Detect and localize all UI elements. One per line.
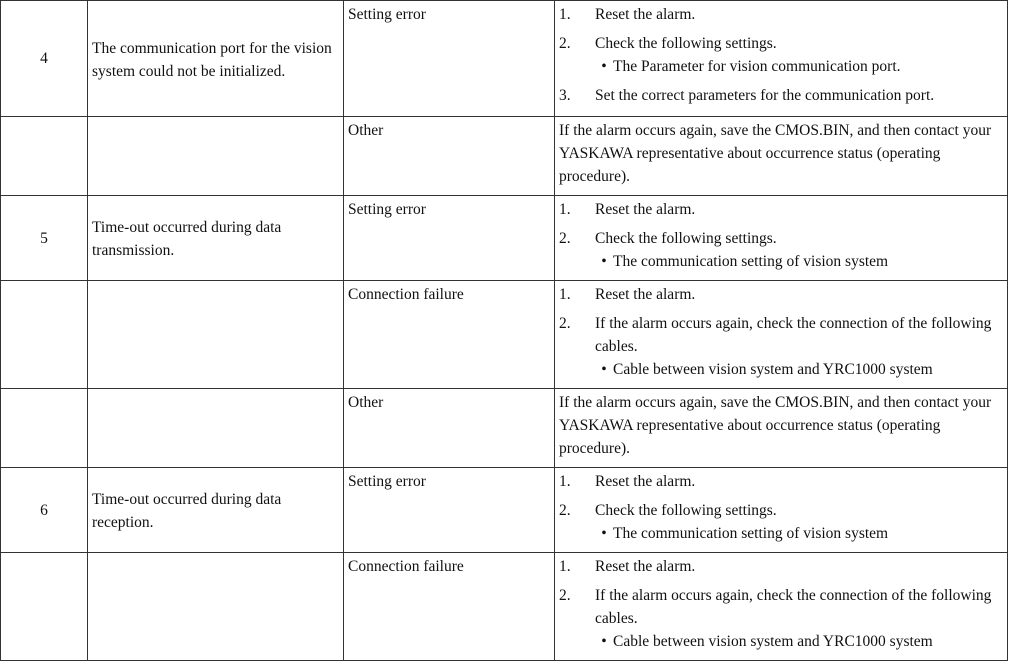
remedy-cell	[555, 117, 1008, 196]
remedy-bullet	[595, 358, 1003, 381]
alarm-number-cell	[1, 117, 88, 196]
step-number: 3.	[559, 87, 571, 104]
remedy-step	[559, 84, 1003, 107]
alarm-description-cell	[88, 117, 344, 196]
step-text: Reset the alarm.	[595, 558, 696, 575]
remedy-cell	[555, 553, 1008, 661]
alarm-number-cell	[1, 389, 88, 468]
step-number: 2.	[559, 35, 571, 52]
table-row	[1, 196, 1008, 281]
step-number: 1.	[559, 473, 571, 490]
remedy-step	[559, 555, 1003, 578]
step-text: If the alarm occurs again, check the connection of the following cables.	[595, 315, 992, 355]
alarm-number-cell: 6	[1, 468, 88, 553]
remedy-cell	[555, 196, 1008, 281]
alarm-description-cell: Time-out occurred during data transmission.	[88, 196, 344, 281]
table-row	[1, 468, 1008, 553]
remedy-step	[559, 32, 1003, 55]
cause-cell: Connection failure	[344, 281, 555, 389]
table-row	[1, 117, 1008, 196]
step-text: Reset the alarm.	[595, 201, 696, 218]
bullet-icon: •	[601, 633, 607, 650]
remedy-step	[559, 312, 1003, 358]
step-number: 1.	[559, 286, 571, 303]
step-text: Check the following settings.	[595, 502, 777, 519]
table-row	[1, 281, 1008, 389]
step-text: Check the following settings.	[595, 230, 777, 247]
alarm-description-cell: The communication port for the vision system could not be initialized.	[88, 1, 344, 117]
remedy-step	[559, 470, 1003, 493]
step-text: Check the following settings.	[595, 35, 777, 52]
alarm-number-cell	[1, 553, 88, 661]
bullet-icon: •	[601, 253, 607, 270]
remedy-cell	[555, 468, 1008, 553]
bullet-icon: •	[601, 525, 607, 542]
cause-cell: Other	[344, 389, 555, 468]
remedy-cell	[555, 1, 1008, 117]
remedy-step	[559, 499, 1003, 522]
step-number: 2.	[559, 587, 571, 604]
bullet-icon: •	[601, 58, 607, 75]
bullet-text: The Parameter for vision communication port.	[613, 58, 901, 75]
remedy-step	[559, 198, 1003, 221]
remedy-text: If the alarm occurs again, save the CMOS.BIN, and then contact your YASKAWA representative about occurrence status (operating procedure).	[559, 122, 992, 185]
step-text: Reset the alarm.	[595, 286, 696, 303]
cause-cell: Other	[344, 117, 555, 196]
cause-cell: Connection failure	[344, 553, 555, 661]
step-text: If the alarm occurs again, check the connection of the following cables.	[595, 587, 992, 627]
bullet-text: Cable between vision system and YRC1000 system	[613, 361, 933, 378]
bullet-icon: •	[601, 361, 607, 378]
remedy-bullet	[595, 522, 1003, 545]
cause-cell: Setting error	[344, 196, 555, 281]
cause-cell: Setting error	[344, 1, 555, 117]
remedy-cell	[555, 389, 1008, 468]
step-text: Set the correct parameters for the communication port.	[595, 87, 935, 104]
alarm-number-cell: 4	[1, 1, 88, 117]
alarm-number-cell: 5	[1, 196, 88, 281]
remedy-step	[559, 584, 1003, 630]
bullet-text: The communication setting of vision system	[613, 525, 889, 542]
step-number: 2.	[559, 315, 571, 332]
alarm-description-cell	[88, 553, 344, 661]
step-number: 1.	[559, 6, 571, 23]
step-number: 2.	[559, 502, 571, 519]
remedy-step	[559, 283, 1003, 306]
remedy-bullet	[595, 250, 1003, 273]
alarm-description-cell	[88, 389, 344, 468]
step-number: 1.	[559, 201, 571, 218]
step-text: Reset the alarm.	[595, 473, 696, 490]
remedy-step	[559, 3, 1003, 26]
bullet-text: The communication setting of vision system	[613, 253, 889, 270]
alarm-number-cell	[1, 281, 88, 389]
table-row	[1, 1, 1008, 117]
remedy-bullet	[595, 55, 1003, 78]
alarm-description-cell	[88, 281, 344, 389]
step-number: 2.	[559, 230, 571, 247]
remedy-step	[559, 227, 1003, 250]
bullet-text: Cable between vision system and YRC1000 system	[613, 633, 933, 650]
remedy-text: If the alarm occurs again, save the CMOS.BIN, and then contact your YASKAWA representative about occurrence status (operating procedure).	[559, 394, 992, 457]
step-number: 1.	[559, 558, 571, 575]
step-text: Reset the alarm.	[595, 6, 696, 23]
table-row	[1, 389, 1008, 468]
remedy-bullet	[595, 630, 1003, 653]
alarm-description-cell: Time-out occurred during data reception.	[88, 468, 344, 553]
cause-cell: Setting error	[344, 468, 555, 553]
table-row	[1, 553, 1008, 661]
remedy-cell	[555, 281, 1008, 389]
